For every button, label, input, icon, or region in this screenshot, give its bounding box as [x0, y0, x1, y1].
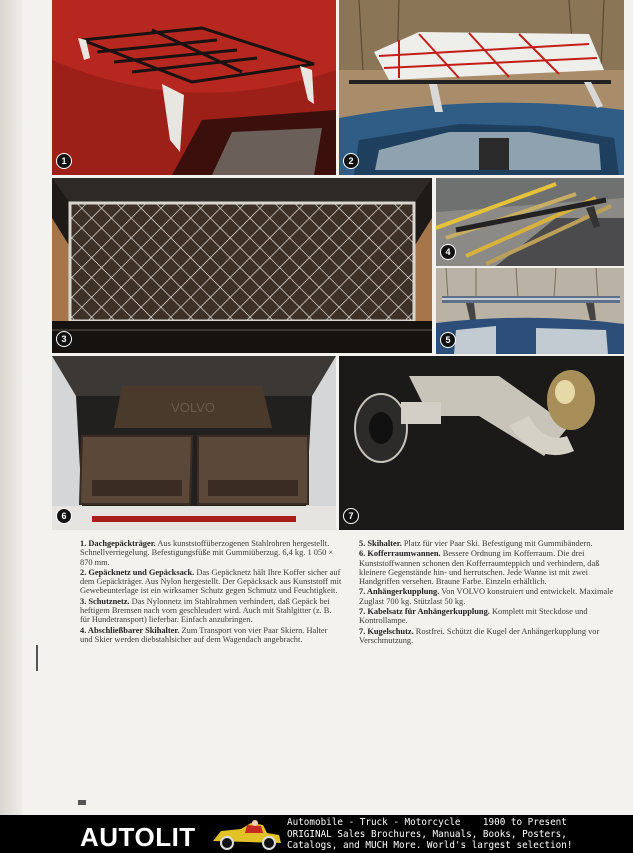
caption-body: Platz für vier Paar Ski. Befestigung mit Gummibändern.: [401, 539, 593, 548]
caption-title: 7. Kabelsatz für Anhängerkupplung.: [359, 607, 490, 617]
caption-body: Zum Transport von vier Paar Skiern. Halter und Skier werden diebstahlsicher auf dem Wagendach angebracht.: [80, 625, 328, 644]
caption-item: [80, 568, 342, 596]
caption-body: Bessere Ordnung im Kofferraum. Die drei Kunststoffwannen schonen den Kofferraumteppich und verhindern, daß kleinere Gegenstände hin- und herrutschen. Jede Wanne ist mit zwei Handgriffen versehen. Braune Farbe. Einzeln erhältlich.: [359, 549, 600, 587]
photo-ski-holder: [436, 268, 624, 354]
caption-item: [359, 607, 627, 626]
photo-number-badge: 3: [56, 331, 72, 347]
caption-title: 3. Schutznetz.: [80, 596, 130, 606]
page-edge: [0, 0, 22, 815]
caption-body: Aus kunststoffüberzogenen Stahlrohren hergestellt. Schnellverriegelung. Befestigungsfüße mit Gummiüberzug. 6,4 kg. 1 050 × 870 mm.: [80, 539, 334, 567]
caption-title: 1. Dachgepäckträger.: [80, 539, 156, 548]
photo-roof-rack: [52, 0, 336, 175]
caption-title: 4. Abschließbarer Skihalter.: [80, 625, 180, 635]
caption-item: [359, 587, 627, 606]
photo-lockable-ski-holder: [436, 178, 624, 266]
caption-title: 7. Kugelschutz.: [359, 626, 414, 636]
photo-number-badge: 1: [56, 153, 72, 169]
caption-body: Komplett mit Steckdose und Kontrollampe.: [359, 607, 588, 626]
autolit-brand: AUTOLIT: [80, 822, 196, 852]
footer-line-2: ORIGINAL Sales Brochures, Manuals, Books, Posters,: [287, 828, 567, 840]
footer-line-1: Automobile - Truck - Motorcycle 1900 to Present: [287, 817, 567, 828]
photo-number-badge: 4: [440, 244, 456, 260]
photo-number-badge: 6: [56, 508, 72, 524]
captions-right: [359, 539, 627, 646]
photo-tow-bar: [339, 356, 624, 530]
photo-number-badge: 7: [343, 508, 359, 524]
caption-body: Das Nylonnetz im Stahlrahmen verhindert, daß Gepäck bei heftigem Bremsen nach vorn geschleudert wird. Auch mit Stahlgitter (z. B. für Hundetransport) lieferbar. Einfach anzubringen.: [80, 596, 332, 625]
caption-title: 7. Anhängerkupplung.: [359, 587, 440, 597]
caption-body: Von VOLVO konstruiert und entwickelt. Maximale Zuglast 700 kg. Stützlast 50 kg.: [359, 587, 614, 606]
print-speck: [36, 645, 38, 671]
caption-item: [359, 539, 627, 548]
photo-protection-net: [52, 178, 432, 353]
caption-title: 2. Gepäcknetz und Gepäcksack.: [80, 567, 195, 577]
floor-mat-brand-text: VOLVO: [171, 400, 215, 415]
photo-trunk-trays: [52, 356, 336, 530]
vintage-car-logo-icon: [207, 819, 285, 851]
captions-left: [80, 539, 342, 645]
photo-number-badge: 5: [440, 332, 456, 348]
caption-item: [359, 549, 627, 586]
caption-body: Das Gepäcknetz hält Ihre Koffer sicher auf dem Gepäckträger. Aus Nylon hergestellt. Der Gepäcksack aus Kunststoff mit Gewebeunterlage ist ein wirksamer Schutz gegen Schmutz und Feuchtigkeit.: [80, 567, 342, 596]
autolit-footer-banner: [0, 815, 633, 853]
print-speck: [78, 800, 86, 805]
caption-item: [80, 626, 342, 645]
photo-luggage-net: [339, 0, 624, 175]
caption-item: [359, 627, 627, 646]
footer-line-3: Catalogs, and MUCH More. World's largest selection!: [287, 840, 573, 851]
photo-number-badge: 2: [343, 153, 359, 169]
caption-item: [80, 539, 342, 567]
caption-item: [80, 597, 342, 625]
caption-title: 6. Kofferraumwannen.: [359, 549, 441, 559]
caption-title: 5. Skihalter.: [359, 539, 402, 548]
caption-body: Rostfrei. Schützt die Kugel der Anhängerkupplung vor Verschmutzung.: [359, 626, 600, 645]
footer-tagline: [287, 817, 572, 852]
